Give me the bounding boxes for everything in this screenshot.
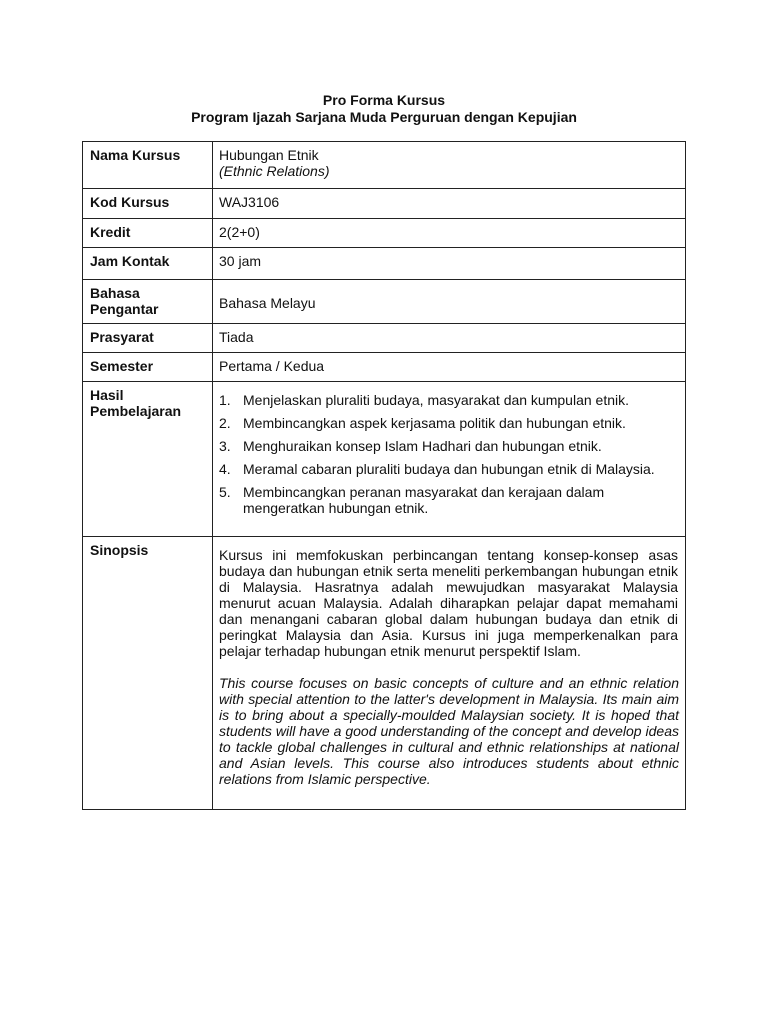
label-hasil-pembelajaran xyxy=(83,382,213,537)
table-row xyxy=(83,353,686,382)
list-item xyxy=(219,484,679,516)
label-kod-kursus: Kod Kursus xyxy=(83,189,213,219)
label-nama-kursus: Nama Kursus xyxy=(83,142,213,189)
value-sinopsis xyxy=(213,537,686,810)
table-row xyxy=(83,324,686,353)
label-line: Bahasa xyxy=(90,285,140,301)
list-number: 3. xyxy=(219,438,231,454)
value-kod-kursus: WAJ3106 xyxy=(213,189,686,219)
list-item-text: Menghuraikan konsep Islam Hadhari dan hubungan etnik. xyxy=(243,438,602,454)
list-number: 4. xyxy=(219,461,231,477)
synopsis-english: This course focuses on basic concepts of culture and an ethnic relation with special attention to the latter's development in Malaysia. Its main aim is to bring about a specially-moulded Malaysian society. It is hoped that students will have a good understanding of the concept and develop ideas to tackle global challenges in cultural and ethnic relationships at national and Asian levels. This course also introduces students about ethnic relations from Islamic perspective. xyxy=(219,675,679,787)
list-item-text: Menjelaskan pluraliti budaya, masyarakat dan kumpulan etnik. xyxy=(243,392,629,408)
value-hasil-pembelajaran xyxy=(213,382,686,537)
value-bahasa-pengantar: Bahasa Melayu xyxy=(213,280,686,324)
list-item xyxy=(219,392,679,408)
label-semester: Semester xyxy=(83,353,213,382)
header-title: Pro Forma Kursus xyxy=(322,92,446,108)
table-row xyxy=(83,189,686,219)
table-row xyxy=(83,382,686,537)
value-jam-kontak: 30 jam xyxy=(213,248,686,280)
course-proforma-table xyxy=(82,141,686,810)
course-name-english: (Ethnic Relations) xyxy=(219,163,330,179)
label-bahasa-pengantar xyxy=(83,280,213,324)
course-name: Hubungan Etnik xyxy=(219,147,319,163)
label-sinopsis: Sinopsis xyxy=(83,537,213,810)
table-row xyxy=(83,280,686,324)
document-header xyxy=(0,92,768,126)
label-prasyarat: Prasyarat xyxy=(83,324,213,353)
label-line: Pengantar xyxy=(90,301,159,317)
list-item xyxy=(219,415,679,431)
value-prasyarat: Tiada xyxy=(213,324,686,353)
table-row xyxy=(83,219,686,248)
label-jam-kontak: Jam Kontak xyxy=(83,248,213,280)
table-row xyxy=(83,537,686,810)
label-line: Hasil xyxy=(90,387,124,403)
list-number: 1. xyxy=(219,392,231,408)
label-line: Pembelajaran xyxy=(90,403,182,419)
table-row xyxy=(83,248,686,280)
list-item-text: Membincangkan peranan masyarakat dan kerajaan dalam mengeratkan hubungan etnik. xyxy=(243,484,605,516)
table-row xyxy=(83,142,686,189)
value-nama-kursus xyxy=(213,142,686,189)
list-item xyxy=(219,438,679,454)
label-kredit: Kredit xyxy=(83,219,213,248)
learning-outcomes-list xyxy=(219,392,679,516)
value-semester: Pertama / Kedua xyxy=(213,353,686,382)
list-item xyxy=(219,461,679,477)
list-number: 2. xyxy=(219,415,231,431)
list-item-text: Meramal cabaran pluraliti budaya dan hubungan etnik di Malaysia. xyxy=(243,461,655,477)
synopsis-malay: Kursus ini memfokuskan perbincangan tentang konsep-konsep asas budaya dan hubungan etnik serta meneliti perkembangan hubungan etnik di Malaysia. Hasratnya adalah mewujudkan masyarakat Malaysia menurut acuan Malaysia. Adalah diharapkan pelajar dapat memahami dan menangani cabaran global dalam hubungan budaya dan etnik di peringkat Malaysia dan Asia. Kursus ini juga memperkenalkan para pelajar terhadap hubungan etnik menurut perspektif Islam. xyxy=(219,547,678,659)
list-number: 5. xyxy=(219,484,231,500)
header-subtitle: Program Ijazah Sarjana Muda Perguruan dengan Kepujian xyxy=(191,109,577,125)
value-kredit: 2(2+0) xyxy=(213,219,686,248)
list-item-text: Membincangkan aspek kerjasama politik dan hubungan etnik. xyxy=(243,415,626,431)
